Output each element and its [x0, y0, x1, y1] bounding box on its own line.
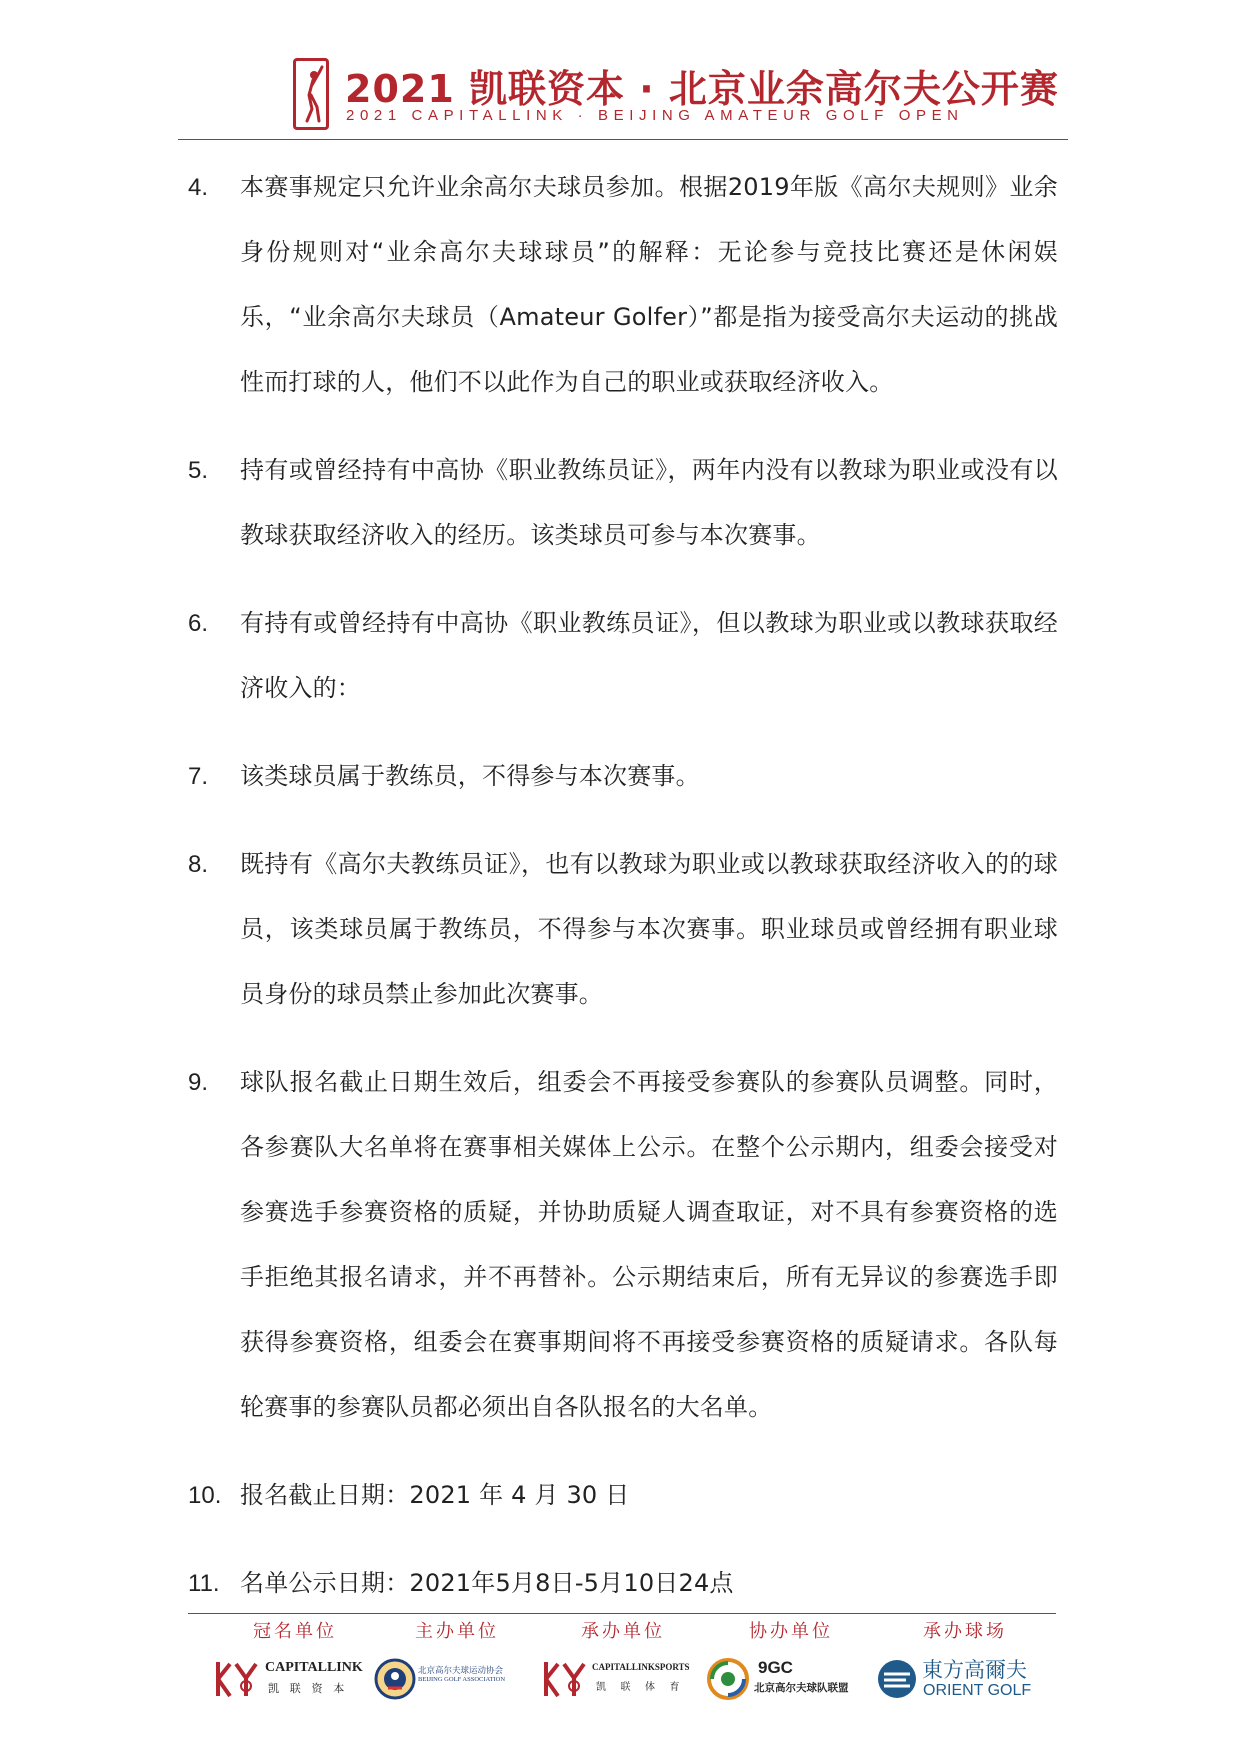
list-item	[188, 832, 1068, 1027]
item-number: 6.	[188, 610, 209, 637]
sponsor-venue	[880, 1618, 1050, 1708]
logo-name: CAPITALLINKSPORTS	[592, 1662, 690, 1672]
sponsor-label: 协办单位	[749, 1621, 833, 1642]
event-title-en: 2021 CAPITALLINK · BEIJING AMATEUR GOLF OPEN	[346, 107, 964, 124]
capitallink-logo-icon	[210, 1652, 380, 1708]
9gc-emblem-icon	[706, 1652, 876, 1708]
sponsor-label: 主办单位	[415, 1621, 499, 1642]
capitallink-sports-logo-icon	[538, 1652, 708, 1708]
sponsor-organizer	[538, 1618, 708, 1708]
item-number: 7.	[188, 763, 209, 790]
footer-divider	[188, 1613, 1056, 1614]
item-number: 11.	[188, 1570, 220, 1597]
item-number: 5.	[188, 457, 209, 484]
logo-name: 北京高尔夫球运动协会	[418, 1665, 504, 1675]
sponsor-label: 承办球场	[923, 1621, 1007, 1642]
item-text: 球队报名截止日期生效后，组委会不再接受参赛队的参赛队员调整。同时，各参赛队大名单将在赛事相关媒体上公示。在整个公示期内，组委会接受对参赛选手参赛资格的质疑，并协助质疑人调查取证，对不具有参赛资格的选手拒绝其报名请求，并不再替补。公示期结束后，所有无异议的参赛选手即获得参赛资格，组委会在赛事期间将不再接受参赛资格的质疑请求。各队每轮赛事的参赛队员都必须出自各队报名的大名单。	[240, 1068, 1058, 1421]
item-text: 有持有或曾经持有中高协《职业教练员证》，但以教球为职业或以教球获取经济收入的：	[240, 609, 1058, 702]
list-item	[188, 591, 1068, 721]
sponsor-title	[210, 1618, 380, 1708]
page-header	[178, 52, 1068, 142]
event-title-cn: 2021 凯联资本 · 北京业余高尔夫公开赛	[345, 67, 1059, 111]
item-number: 9.	[188, 1069, 209, 1096]
logo-sub: 凯 联 体 育	[596, 1682, 686, 1693]
golfer-logo-icon	[293, 58, 329, 130]
rules-list	[188, 155, 1068, 1639]
logo-sub: 北京高尔夫球队联盟	[754, 1682, 849, 1694]
list-item	[188, 1551, 1068, 1616]
item-number: 10.	[188, 1482, 222, 1509]
list-item	[188, 438, 1068, 568]
list-item	[188, 155, 1068, 415]
item-text: 该类球员属于教练员，不得参与本次赛事。	[240, 762, 700, 790]
list-item	[188, 744, 1068, 809]
item-number: 4.	[188, 174, 209, 201]
sponsor-label: 承办单位	[581, 1621, 665, 1642]
logo-sub: 凯 联 资 本	[268, 1683, 349, 1695]
item-text: 持有或曾经持有中高协《职业教练员证》，两年内没有以教球为职业或没有以教球获取经济收入的经历。该类球员可参与本次赛事。	[240, 456, 1058, 549]
item-text: 名单公示日期：2021年5月8日-5月10日24点	[240, 1569, 734, 1597]
logo-sub: BEIJING GOLF ASSOCIATION	[418, 1676, 506, 1683]
sponsor-label: 冠名单位	[253, 1621, 337, 1642]
item-text: 报名截止日期：2021 年 4 月 30 日	[240, 1481, 630, 1509]
logo-name: 東方高爾夫	[922, 1658, 1027, 1682]
sponsor-host	[372, 1618, 542, 1708]
logo-name: 9GC	[758, 1658, 793, 1677]
item-number: 8.	[188, 851, 209, 878]
item-text: 既持有《高尔夫教练员证》，也有以教球为职业或以教球获取经济收入的的球员，该类球员属于教练员，不得参与本次赛事。职业球员或曾经拥有职业球员身份的球员禁止参加此次赛事。	[240, 850, 1058, 1008]
item-text: 本赛事规定只允许业余高尔夫球员参加。根据2019年版《高尔夫规则》业余身份规则对“业余高尔夫球球员”的解释：无论参与竞技比赛还是休闲娱乐，“业余高尔夫球员（Amateur Golfer）”都是指为接受高尔夫运动的挑战性而打球的人，他们不以此作为自己的职业或获取经济收入。	[240, 173, 1058, 396]
bga-emblem-icon	[372, 1652, 542, 1708]
logo-sub: ORIENT GOLF	[923, 1682, 1032, 1699]
sponsor-co-organizer	[706, 1618, 876, 1708]
logo-name: CAPITALLINK	[265, 1660, 363, 1675]
header-divider	[178, 139, 1068, 140]
orient-golf-logo-icon	[880, 1652, 1050, 1708]
list-item	[188, 1050, 1068, 1440]
list-item	[188, 1463, 1068, 1528]
